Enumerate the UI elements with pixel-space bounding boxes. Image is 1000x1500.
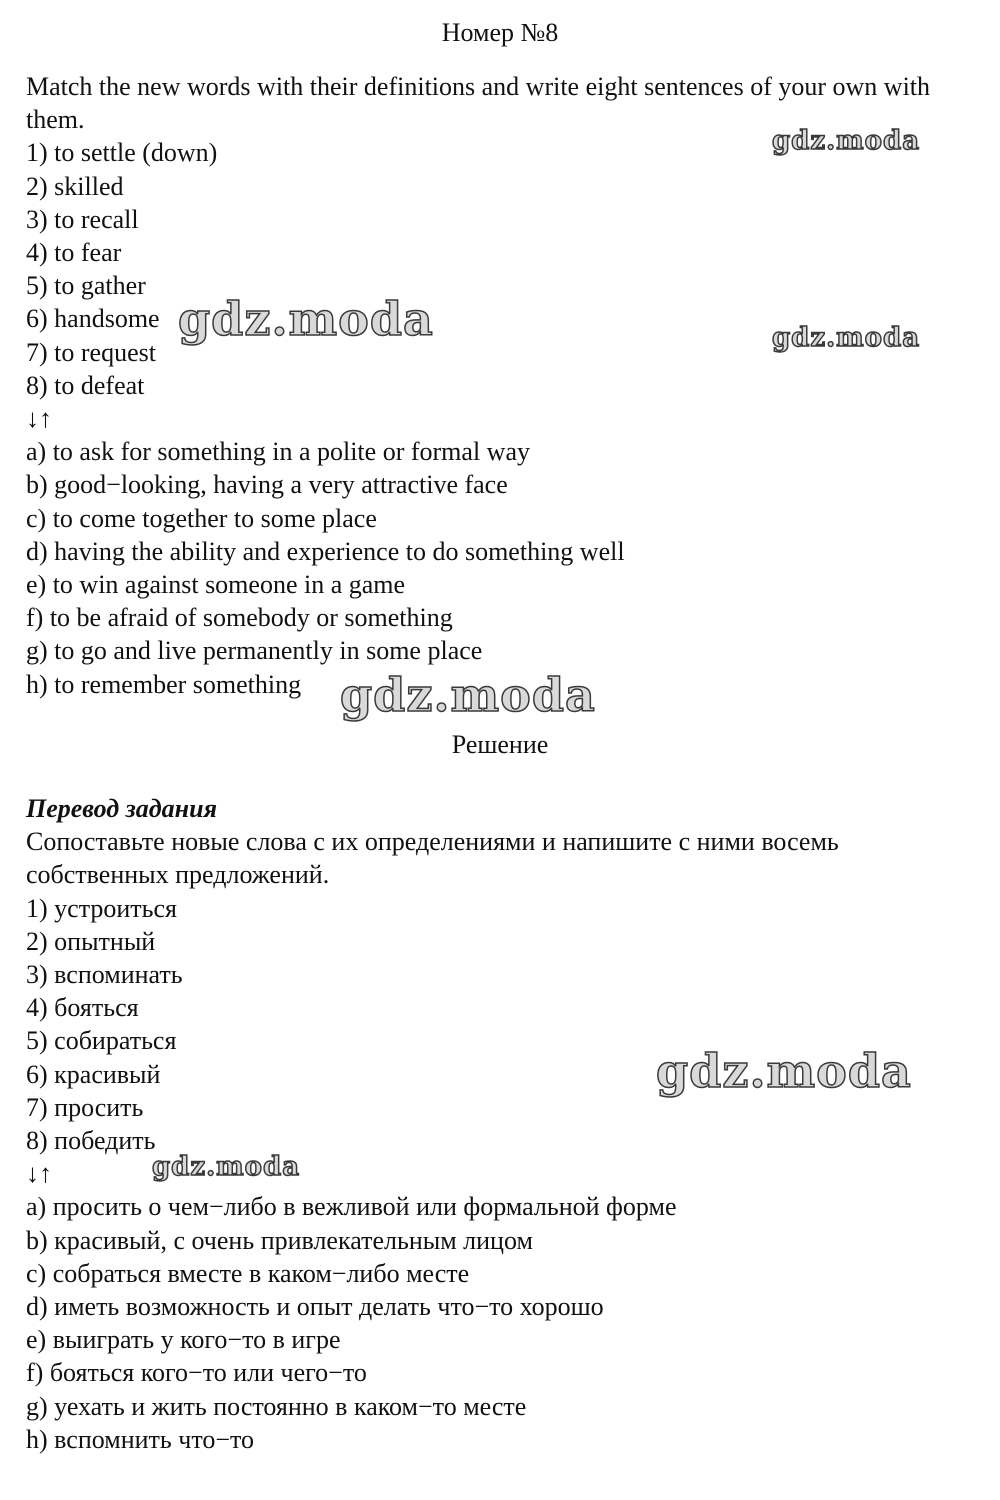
word-item: 1) устроиться xyxy=(26,893,178,923)
definition-item: c) to come together to some place xyxy=(26,503,377,533)
definition-item: h) вспомнить что−то xyxy=(26,1424,255,1454)
arrows-icon: ↓↑ xyxy=(26,404,52,434)
word-item: 2) опытный xyxy=(26,926,156,956)
definition-item: e) to win against someone in a game xyxy=(26,570,406,600)
translation-heading: Перевод задания xyxy=(26,794,217,823)
word-item: 5) to gather xyxy=(26,271,146,301)
word-item: 6) красивый xyxy=(26,1059,161,1089)
watermark: gdz.moda xyxy=(152,1152,301,1182)
watermark: gdz.moda xyxy=(656,1044,912,1098)
definition-item: a) просить о чем−либо в вежливой или формальной форме xyxy=(26,1192,677,1222)
watermark: gdz.moda xyxy=(340,668,596,722)
word-item: 4) to fear xyxy=(26,238,122,268)
word-item: 5) собираться xyxy=(26,1026,177,1056)
word-item: 7) to request xyxy=(26,337,156,367)
translation-instruction: Сопоставьте новые слова с их определениями и напишите с ними восемь собственных предложений. xyxy=(26,827,839,890)
watermark: gdz.moda xyxy=(772,323,921,353)
definition-item: f) бояться кого−то или чего−то xyxy=(26,1358,367,1388)
definition-item: f) to be afraid of somebody or something xyxy=(26,603,453,633)
word-item: 4) бояться xyxy=(26,993,139,1023)
word-item: 2) skilled xyxy=(26,171,124,201)
word-item: 8) to defeat xyxy=(26,370,145,400)
solution-label: Решение xyxy=(451,730,549,759)
task-section xyxy=(26,70,976,701)
word-item: 3) вспоминать xyxy=(26,960,183,990)
definition-item: h) to remember something xyxy=(26,669,302,699)
definition-item: a) to ask for something in a polite or formal way xyxy=(26,437,530,467)
definition-item: c) собраться вместе в каком−либо месте xyxy=(26,1258,470,1288)
arrows-icon: ↓↑ xyxy=(26,1159,52,1189)
word-item: 7) просить xyxy=(26,1092,144,1122)
definition-item: d) having the ability and experience to do something well xyxy=(26,536,625,566)
word-item: 1) to settle (down) xyxy=(26,138,218,168)
watermark: gdz.moda xyxy=(178,292,434,346)
translation-section xyxy=(26,792,976,1456)
definition-item: d) иметь возможность и опыт делать что−то хорошо xyxy=(26,1292,604,1322)
definition-item: g) уехать и жить постоянно в каком−то месте xyxy=(26,1391,527,1421)
definition-item: b) красивый, с очень привлекательным лицом xyxy=(26,1225,533,1255)
page-title: Номер №8 xyxy=(441,18,559,47)
word-item: 8) победить xyxy=(26,1126,156,1156)
definition-item: g) to go and live permanently in some place xyxy=(26,636,483,666)
task-instruction: Match the new words with their definitions and write eight sentences of your own with them. xyxy=(26,72,931,135)
definition-item: b) good−looking, having a very attractive face xyxy=(26,470,508,500)
word-item: 3) to recall xyxy=(26,204,139,234)
watermark: gdz.moda xyxy=(772,126,921,156)
word-item: 6) handsome xyxy=(26,304,160,334)
definition-item: e) выиграть у кого−то в игре xyxy=(26,1325,341,1355)
